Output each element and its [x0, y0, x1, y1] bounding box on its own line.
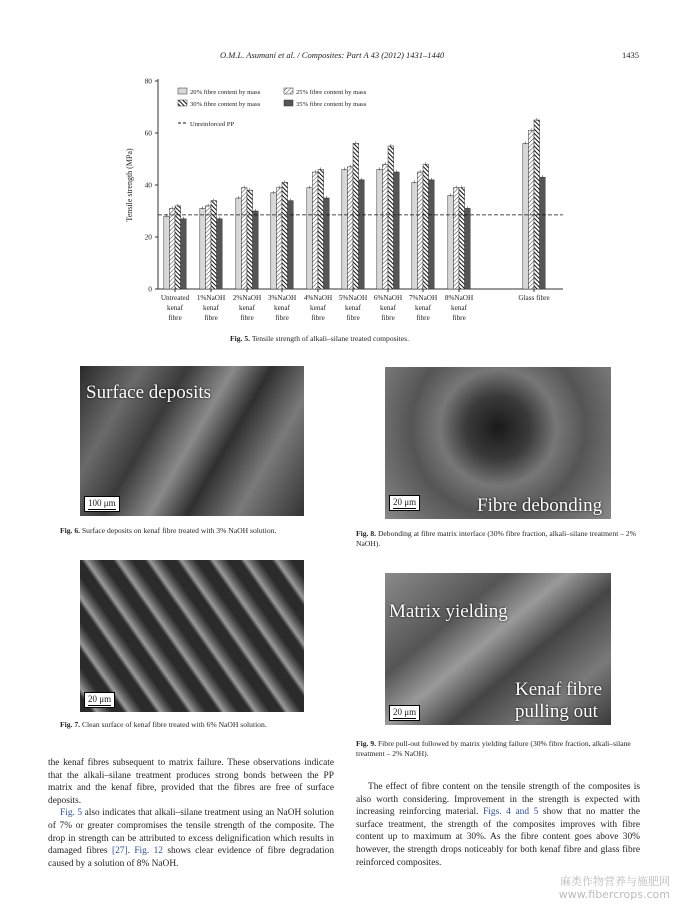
x-tick-label: fibre	[381, 314, 395, 322]
x-tick-label: fibre	[204, 314, 218, 322]
bar-2-2	[247, 190, 253, 289]
fig9-overlay-kenaf: Kenaf fibre	[515, 679, 603, 700]
bar-3-4	[324, 198, 330, 289]
fig5-caption-label: Fig. 5.	[230, 334, 251, 343]
bar-3-5	[359, 180, 365, 289]
watermark-line-2: www.fibercrops.com	[558, 888, 670, 901]
bar-1-4	[312, 172, 318, 289]
tensile-strength-chart	[118, 70, 568, 332]
ref-27-link[interactable]: [27]	[111, 846, 128, 857]
bar-3-9	[540, 177, 546, 289]
x-tick-label: kenaf	[451, 304, 467, 312]
fig8-caption	[356, 529, 640, 549]
x-tick-label: 8%NaOH	[444, 294, 474, 302]
x-tick-label: fibre	[416, 314, 430, 322]
fig7-caption	[60, 720, 340, 730]
fig9-scale-bar: 20 μm	[389, 705, 420, 721]
fig6-scale-bar: 100 μm	[84, 496, 120, 512]
bar-1-8	[453, 188, 459, 289]
fig9-sem-image	[385, 573, 611, 725]
figs-4-5-link[interactable]: Figs. 4 and 5	[483, 807, 539, 818]
legend-label: 35% fibre content by mass	[296, 101, 367, 108]
fig9-overlay-matrix: Matrix yielding	[389, 601, 508, 622]
x-tick-label: kenaf	[415, 304, 431, 312]
bar-0-0	[164, 216, 170, 289]
fig6-sem-image	[80, 366, 304, 516]
legend-label: 25% fibre content by mass	[296, 89, 367, 96]
fig9-overlay-pulling: pulling out	[515, 701, 598, 722]
bar-1-1	[205, 206, 211, 289]
fig6-caption-text: Surface deposits on kenaf fibre treated with 3% NaOH solution.	[81, 526, 277, 535]
x-tick-label: kenaf	[203, 304, 219, 312]
fig12-link[interactable]: Fig. 12	[134, 846, 163, 857]
bar-1-6	[382, 164, 388, 289]
bar-1-0	[169, 208, 175, 289]
bar-0-5	[342, 169, 348, 289]
x-tick-label: Glass fibre	[518, 294, 550, 302]
bar-2-6	[388, 146, 394, 289]
x-tick-label: fibre	[168, 314, 182, 322]
x-tick-label: 4%NaOH	[303, 294, 333, 302]
left-paragraph-2: Fig. 5 also indicates that alkali–silane treatment using an NaOH solution of 7% or greater compromises the tensile strength of the composite. The drop in strength can be attributed to excess delignification which results in damaged fibres [27]. Fig. 12 shows clear evidence of fibre degradation caused by a solution of 8% NaOH.	[48, 808, 335, 869]
bar-3-2	[253, 211, 259, 289]
x-tick-label: fibre	[452, 314, 466, 322]
fig8-overlay-label: Fibre debonding	[477, 495, 603, 516]
bar-2-0	[175, 206, 181, 289]
bar-2-7	[423, 164, 429, 289]
x-tick-label: fibre	[311, 314, 325, 322]
fig7-sem-image	[80, 560, 304, 712]
watermark	[559, 875, 670, 901]
fig6-caption	[60, 526, 340, 536]
fig7-scale-bar: 20 μm	[84, 692, 115, 708]
x-tick-label: 6%NaOH	[373, 294, 403, 302]
bar-1-3	[276, 188, 282, 289]
bar-0-7	[412, 182, 418, 289]
bar-3-3	[288, 201, 294, 289]
y-tick-label: 20	[144, 232, 152, 242]
fig6-overlay-label: Surface deposits	[86, 382, 212, 403]
left-paragraph-1: the kenaf fibres subsequent to matrix failure. These observations indicate that the alkali–silane treatment produces strong bonds between the PP matrix and the kenaf fibre, provided that the fibres are free of surface deposits.	[48, 758, 334, 806]
x-tick-label: kenaf	[239, 304, 255, 312]
bar-3-8	[465, 208, 471, 289]
legend-label: 20% fibre content by mass	[190, 89, 261, 96]
bar-2-8	[459, 188, 465, 289]
legend-label: Unreinforced PP	[190, 121, 235, 128]
bar-1-9	[528, 130, 534, 289]
legend-label: 30% fibre content by mass	[190, 101, 261, 108]
legend-swatch	[178, 100, 187, 106]
bar-2-1	[211, 201, 217, 289]
fig7-caption-label: Fig. 7.	[60, 720, 81, 729]
watermark-line-1: 麻类作物营养与施肥网	[560, 875, 670, 888]
fig5-link[interactable]: Fig. 5	[60, 808, 83, 819]
bar-0-9	[523, 143, 529, 289]
bar-3-7	[429, 180, 435, 289]
fig5-caption	[230, 334, 409, 344]
y-tick-label: 0	[148, 284, 152, 294]
legend-swatch	[284, 100, 293, 106]
bar-1-2	[241, 188, 247, 289]
x-tick-label: fibre	[346, 314, 360, 322]
x-tick-label: Untreated	[160, 294, 190, 302]
x-tick-label: fibre	[275, 314, 289, 322]
x-tick-label: 7%NaOH	[408, 294, 438, 302]
left-column-text	[48, 757, 334, 870]
fig8-caption-label: Fig. 8.	[356, 529, 377, 538]
fig8-caption-text: Debonding at fibre matrix interface (30% fibre fraction, alkali–silane treatment – 2% NaOH).	[356, 529, 637, 548]
page-number: 1435	[622, 50, 639, 60]
fig7-caption-text: Clean surface of kenaf fibre treated with 6% NaOH solution.	[81, 720, 267, 729]
bar-0-6	[377, 169, 383, 289]
bar-0-4	[307, 188, 313, 289]
bar-3-6	[394, 172, 400, 289]
x-tick-label: kenaf	[380, 304, 396, 312]
fig6-caption-label: Fig. 6.	[60, 526, 81, 535]
x-tick-label: 2%NaOH	[232, 294, 262, 302]
y-tick-label: 80	[144, 76, 152, 86]
fig9-caption-text: Fibre pull-out followed by matrix yielding failure (30% fibre fraction, alkali–silane treatment – 2% NaOH).	[356, 739, 631, 758]
legend-swatch	[178, 88, 187, 94]
bar-0-1	[200, 208, 206, 289]
fig8-sem-image	[385, 367, 611, 519]
x-tick-label: kenaf	[345, 304, 361, 312]
bar-0-8	[448, 195, 454, 289]
bar-2-3	[282, 182, 288, 289]
bar-2-5	[353, 143, 359, 289]
x-tick-label: 3%NaOH	[267, 294, 297, 302]
fig8-scale-bar: 20 μm	[389, 495, 420, 511]
bar-0-3	[271, 193, 277, 289]
x-tick-label: kenaf	[310, 304, 326, 312]
x-tick-label: kenaf	[167, 304, 183, 312]
x-tick-label: 1%NaOH	[196, 294, 226, 302]
bar-1-5	[347, 167, 353, 289]
fig9-caption-label: Fig. 9.	[356, 739, 377, 748]
y-tick-label: 40	[144, 180, 152, 190]
y-tick-label: 60	[144, 128, 152, 138]
journal-citation: O.M.L. Asumani et al. / Composites: Part A 43 (2012) 1431–1440	[220, 50, 445, 60]
legend-swatch	[284, 88, 293, 94]
bar-1-7	[417, 172, 423, 289]
bar-2-4	[318, 169, 324, 289]
fig9-caption	[356, 739, 640, 759]
x-tick-label: fibre	[240, 314, 254, 322]
x-tick-label: 5%NaOH	[338, 294, 368, 302]
x-tick-label: kenaf	[274, 304, 290, 312]
right-paragraph: The effect of fibre content on the tensile strength of the composites is also worth considering. Improvement in the strength is expected with increasing reinforcing material. Figs. 4 and 5 show that no matter the surface treatment, the strength of the composites improves with fibre content up to maximum at 30%. As the fibre content goes above 30% however, the strength drops noticeably for both kenaf fibre and glass fibre reinforced composites.	[356, 782, 640, 868]
bar-0-2	[236, 198, 242, 289]
bar-2-9	[534, 120, 540, 289]
fig5-caption-text: Tensile strength of alkali–silane treated composites.	[251, 334, 410, 343]
bar-3-1	[217, 219, 223, 289]
bar-3-0	[181, 219, 187, 289]
y-axis-label: Tensile strength (MPa)	[125, 148, 134, 222]
